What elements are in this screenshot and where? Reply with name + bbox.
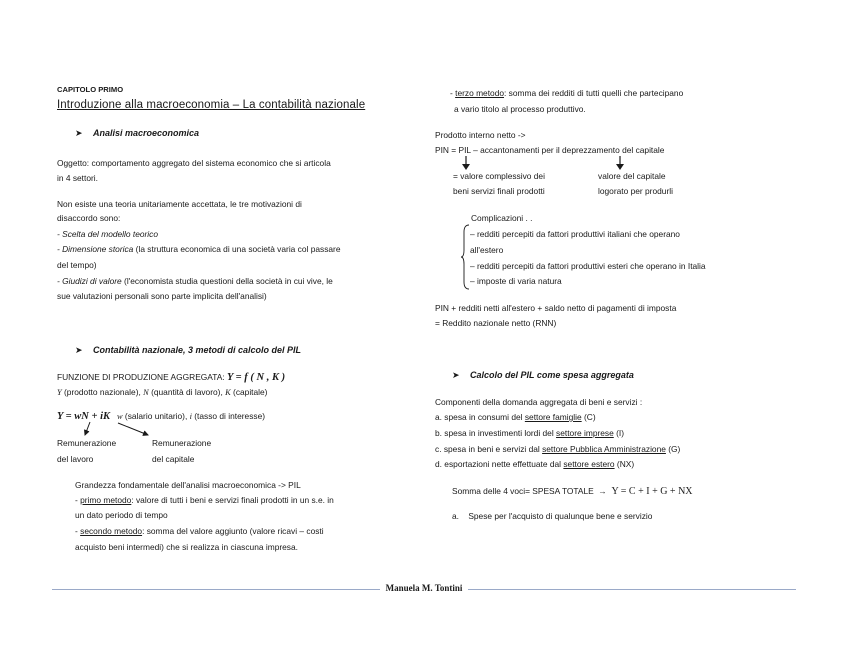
arrow-bullet-icon: ➤ xyxy=(75,345,83,355)
componente-a: a. spesa in consumi del settore famiglie (C) xyxy=(435,412,596,422)
valore-capitale-1: valore del capitale xyxy=(598,171,666,181)
primo-metodo: - primo metodo: valore di tutti i beni e servizi finali prodotti in un s.e. in xyxy=(75,495,334,505)
arrow-bullet-icon: ➤ xyxy=(75,128,83,138)
nonesiste-line-2: disaccordo sono: xyxy=(57,213,121,223)
grandezza-line: Grandezza fondamentale dell'analisi macroeconomica -> PIL xyxy=(75,480,301,490)
terzo-metodo: - terzo metodo: somma dei redditi di tutti quelli che partecipano xyxy=(450,88,684,98)
equazione-reddito: Y = wN + iK w (salario unitario), i (tasso di interesse) xyxy=(57,411,266,422)
arrow-bullet-icon: ➤ xyxy=(452,370,460,380)
complicazione-1-cont: all'estero xyxy=(470,245,504,255)
chapter-label: CAPITOLO PRIMO xyxy=(57,85,124,94)
rnn-result: = Reddito nazionale netto (RNN) xyxy=(435,318,557,328)
page-title: Introduzione alla macroeconomia – La contabilità nazionale xyxy=(57,99,366,111)
section-heading-spesa: ➤ Calcolo del PIL come spesa aggregata xyxy=(452,370,634,380)
motivazione-1: - Scelta del modello teorico xyxy=(57,229,159,239)
terzo-metodo-cont: a vario titolo al processo produttivo. xyxy=(454,104,586,114)
remunerazione-lavoro-2: del lavoro xyxy=(57,454,94,464)
funzione-produzione: FUNZIONE DI PRODUZIONE AGGREGATA: Y = f ( N , K ) xyxy=(57,372,286,383)
pin-formula: PIN = PIL – accantonamenti per il deprezzamento del capitale xyxy=(435,145,665,155)
motivazione-3-cont: sue valutazioni personali sono parte implicita dell'analisi) xyxy=(57,291,267,301)
section-heading-analisi: ➤ Analisi macroeconomica xyxy=(75,128,200,138)
complicazioni-heading: Complicazioni . . xyxy=(471,213,533,223)
componenti-heading: Componenti della domanda aggregata di beni e servizi : xyxy=(435,397,643,407)
valore-capitale-2: logorato per produrli xyxy=(598,186,673,196)
remunerazione-capitale-1: Remunerazione xyxy=(152,438,212,448)
pin-down-arrows xyxy=(455,155,635,171)
oggetto-line-2: in 4 settori. xyxy=(57,173,98,183)
spesa-totale: Somma delle 4 voci= SPESA TOTALE → Y = C + I + G + NX xyxy=(452,486,693,497)
valore-complessivo-1: = valore complessivo dei xyxy=(453,171,545,181)
section-heading-contabilita: ➤ Contabilità nazionale, 3 metodi di calcolo del PIL xyxy=(75,345,302,355)
nonesiste-line-1: Non esiste una teoria unitariamente accettata, le tre motivazioni di xyxy=(57,199,302,209)
complicazione-2: – redditi percepiti da fattori produttivi esteri che operano in Italia xyxy=(470,261,706,271)
complicazione-3: – imposte di varia natura xyxy=(470,276,562,286)
componente-d: d. esportazioni nette effettuate dal settore estero (NX) xyxy=(435,459,635,469)
pin-heading: Prodotto interno netto -> xyxy=(435,130,526,140)
motivazione-2: - Dimensione storica (la struttura economica di una società varia col passare xyxy=(57,244,341,254)
rnn-formula: PIN + redditi netti all'estero + saldo netto di pagamenti di imposta xyxy=(435,303,677,313)
componente-b: b. spesa in investimenti lordi del settore imprese (I) xyxy=(435,428,624,438)
oggetto-line-1: Oggetto: comportamento aggregato del sistema economico che si articola xyxy=(57,158,331,168)
variabili-line: Y (prodotto nazionale), N (quantità di lavoro), K (capitale) xyxy=(57,387,268,397)
valore-complessivo-2: beni servizi finali prodotti xyxy=(453,186,545,196)
primo-metodo-cont: un dato periodo di tempo xyxy=(75,510,168,520)
footer-author: Manuela M. Tontini xyxy=(0,583,848,593)
remunerazione-capitale-2: del capitale xyxy=(152,454,195,464)
motivazione-2-cont: del tempo) xyxy=(57,260,97,270)
componente-c: c. spesa in beni e servizi dal settore Pubblica Amministrazione (G) xyxy=(435,444,681,454)
spese-acquisto: a. Spese per l'acquisto di qualunque bene e servizio xyxy=(452,511,653,521)
remunerazione-lavoro-1: Remunerazione xyxy=(57,438,117,448)
secondo-metodo: - secondo metodo: somma del valore aggiunto (valore ricavi – costi xyxy=(75,526,324,536)
secondo-metodo-cont: acquisto beni intermedi) che si realizza in ciascuna impresa. xyxy=(75,542,298,552)
complicazione-1: – redditi percepiti da fattori produttivi italiani che operano xyxy=(470,229,680,239)
motivazione-3: - Giudizi di valore (l'economista studia questioni della società in cui vive, le xyxy=(57,276,333,286)
